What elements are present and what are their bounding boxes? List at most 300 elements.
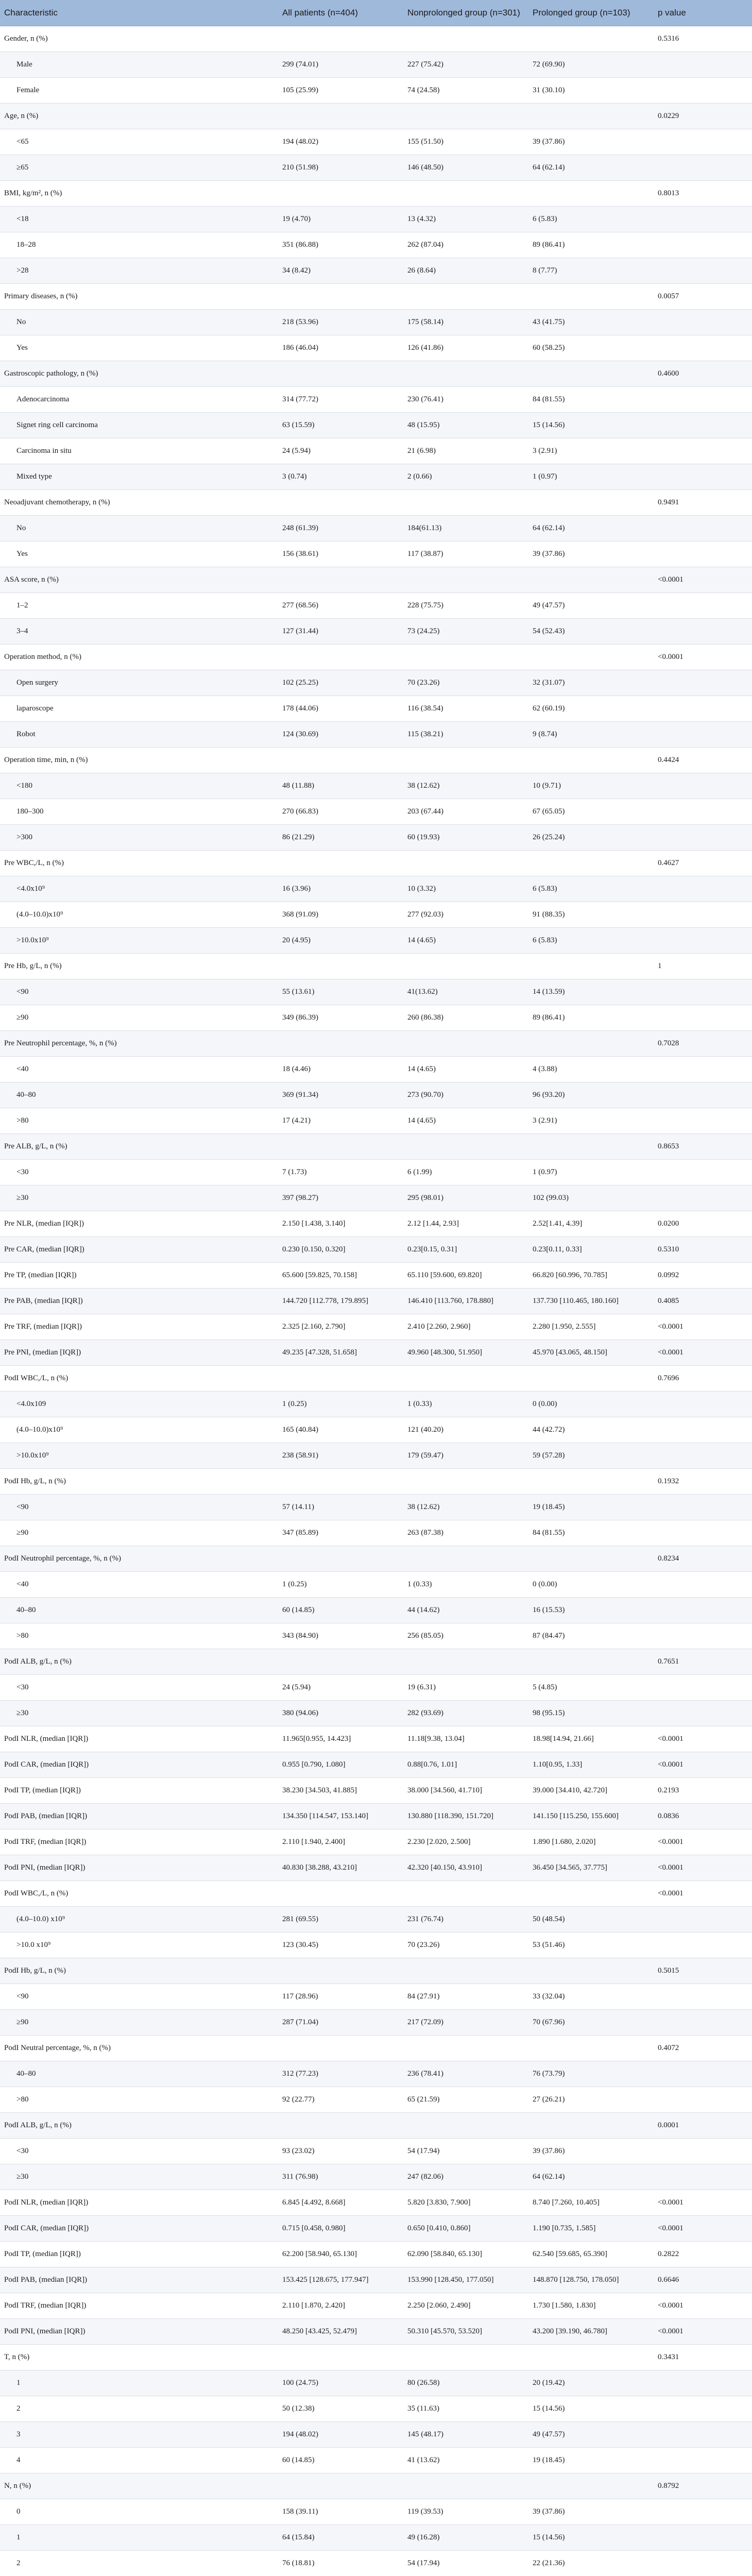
cell-characteristic: PodI PAB, (median [IQR]) [0,2267,278,2293]
cell-all-patients: 64 (15.84) [278,2525,403,2551]
cell-characteristic: PodI CAR, (median [IQR]) [0,2216,278,2242]
cell-prolonged: 60 (58.25) [528,335,654,361]
cell-prolonged: 53 (51.46) [528,1933,654,1958]
cell-nonprolonged: 263 (87.38) [403,1520,528,1546]
cell-prolonged [528,2345,654,2370]
cell-prolonged [528,1881,654,1907]
cell-prolonged: 39 (37.86) [528,2139,654,2164]
cell-prolonged: 0 (0.00) [528,1572,654,1598]
cell-prolonged: 19 (18.45) [528,1495,654,1520]
table-row [0,1726,752,1752]
cell-characteristic: ASA score, n (%) [0,567,278,593]
cell-nonprolonged: 230 (76.41) [403,387,528,413]
cell-all-patients [278,284,403,310]
cell-p-value [654,438,752,464]
table-row [0,104,752,129]
cell-prolonged: 49 (47.57) [528,2422,654,2448]
cell-all-patients: 311 (76.98) [278,2164,403,2190]
cell-prolonged: 4 (3.88) [528,1057,654,1082]
cell-p-value: 0.0836 [654,1804,752,1829]
cell-nonprolonged: 282 (93.69) [403,1701,528,1726]
cell-p-value [654,902,752,928]
cell-nonprolonged: 73 (24.25) [403,619,528,645]
cell-nonprolonged: 49.960 [48.300, 51.950] [403,1340,528,1366]
table-row [0,1598,752,1623]
cell-all-patients: 19 (4.70) [278,207,403,232]
cell-p-value [654,928,752,954]
cell-p-value: <0.0001 [654,2293,752,2319]
cell-p-value: 0.8792 [654,2473,752,2499]
table-row [0,2525,752,2551]
cell-all-patients [278,361,403,387]
cell-characteristic: <40 [0,1572,278,1598]
table-row [0,26,752,52]
cell-prolonged: 1 (0.97) [528,464,654,490]
cell-nonprolonged [403,284,528,310]
cell-nonprolonged: 35 (11.63) [403,2396,528,2422]
cell-all-patients: 153.425 [128.675, 177.947] [278,2267,403,2293]
cell-all-patients: 287 (71.04) [278,2010,403,2036]
cell-all-patients: 17 (4.21) [278,1108,403,1134]
cell-nonprolonged: 228 (75.75) [403,593,528,619]
cell-p-value [654,541,752,567]
table-row [0,799,752,825]
table-row [0,155,752,181]
cell-p-value: <0.0001 [654,1881,752,1907]
table-row [0,1469,752,1495]
cell-p-value [654,979,752,1005]
cell-nonprolonged: 146 (48.50) [403,155,528,181]
table-row [0,851,752,876]
cell-prolonged [528,26,654,52]
cell-nonprolonged: 2.12 [1.44, 2.93] [403,1211,528,1237]
cell-all-patients: 2.110 [1.870, 2.420] [278,2293,403,2319]
cell-all-patients: 238 (58.91) [278,1443,403,1469]
table-row [0,1958,752,1984]
cell-prolonged [528,2113,654,2139]
cell-nonprolonged: 145 (48.17) [403,2422,528,2448]
cell-prolonged: 102 (99.03) [528,1185,654,1211]
cell-prolonged [528,181,654,207]
table-row [0,2448,752,2473]
cell-nonprolonged: 6 (1.99) [403,1160,528,1185]
cell-all-patients [278,748,403,773]
cell-all-patients: 210 (51.98) [278,155,403,181]
cell-prolonged: 31 (30.10) [528,78,654,104]
cell-all-patients: 7 (1.73) [278,1160,403,1185]
table-row [0,129,752,155]
cell-characteristic: <30 [0,2139,278,2164]
table-row [0,567,752,593]
cell-p-value [654,78,752,104]
cell-p-value [654,2499,752,2525]
cell-p-value [654,2396,752,2422]
cell-characteristic: <4.0x109 [0,1392,278,1417]
cell-characteristic: 0 [0,2499,278,2525]
cell-p-value [654,696,752,722]
cell-characteristic: ≥30 [0,1701,278,1726]
cell-all-patients: 34 (8.42) [278,258,403,284]
table-row [0,1211,752,1237]
cell-characteristic: 3 [0,2422,278,2448]
table-row [0,619,752,645]
cell-nonprolonged: 247 (82.06) [403,2164,528,2190]
cell-characteristic: PodI PAB, (median [IQR]) [0,1804,278,1829]
cell-nonprolonged: 2 (0.66) [403,464,528,490]
cell-p-value [654,1520,752,1546]
cell-prolonged: 62 (60.19) [528,696,654,722]
cell-characteristic: PodI ALB, g/L, n (%) [0,2113,278,2139]
cell-nonprolonged: 0.23[0.15, 0.31] [403,1237,528,1263]
cell-characteristic: PodI TP, (median [IQR]) [0,1778,278,1804]
cell-prolonged: 84 (81.55) [528,387,654,413]
cell-all-patients [278,1366,403,1392]
cell-prolonged: 32 (31.07) [528,670,654,696]
cell-prolonged: 59 (57.28) [528,1443,654,1469]
cell-characteristic: 2 [0,2551,278,2576]
cell-prolonged: 15 (14.56) [528,2396,654,2422]
table-row [0,1443,752,1469]
cell-prolonged: 137.730 [110.465, 180.160] [528,1289,654,1314]
cell-nonprolonged: 70 (23.26) [403,670,528,696]
cell-prolonged: 6 (5.83) [528,928,654,954]
cell-nonprolonged: 44 (14.62) [403,1598,528,1623]
cell-nonprolonged: 2.250 [2.060, 2.490] [403,2293,528,2319]
cell-all-patients: 2.325 [2.160, 2.790] [278,1314,403,1340]
cell-characteristic: >80 [0,2087,278,2113]
cell-nonprolonged: 5.820 [3.830, 7.900] [403,2190,528,2216]
cell-all-patients: 102 (25.25) [278,670,403,696]
table-row [0,1855,752,1881]
cell-all-patients: 134.350 [114.547, 153.140] [278,1804,403,1829]
table-row [0,335,752,361]
cell-all-patients: 50 (12.38) [278,2396,403,2422]
cell-characteristic: Operation method, n (%) [0,645,278,670]
table-row [0,2190,752,2216]
cell-all-patients: 105 (25.99) [278,78,403,104]
cell-p-value [654,1185,752,1211]
cell-characteristic: Pre NLR, (median [IQR]) [0,1211,278,1237]
cell-nonprolonged: 153.990 [128.450, 177.050] [403,2267,528,2293]
table-row [0,78,752,104]
cell-nonprolonged: 14 (4.65) [403,928,528,954]
cell-characteristic: Pre TP, (median [IQR]) [0,1263,278,1289]
cell-prolonged: 39.000 [34.410, 42.720] [528,1778,654,1804]
table-row [0,696,752,722]
cell-p-value: 0.3431 [654,2345,752,2370]
cell-nonprolonged [403,1031,528,1057]
cell-nonprolonged: 74 (24.58) [403,78,528,104]
cell-p-value: <0.0001 [654,2319,752,2345]
cell-p-value: 0.0001 [654,2113,752,2139]
cell-p-value: <0.0001 [654,2216,752,2242]
cell-prolonged: 72 (69.90) [528,52,654,78]
cell-nonprolonged: 14 (4.65) [403,1108,528,1134]
cell-p-value: 0.4085 [654,1289,752,1314]
cell-p-value: 0.5316 [654,26,752,52]
cell-nonprolonged [403,104,528,129]
table-row [0,2422,752,2448]
cell-characteristic: (4.0–10.0)x10⁹ [0,1417,278,1443]
cell-all-patients: 368 (91.09) [278,902,403,928]
table-row [0,2345,752,2370]
header-prolonged: Prolonged group (n=103) [528,0,654,26]
cell-all-patients: 1 (0.25) [278,1392,403,1417]
cell-prolonged: 1.730 [1.580, 1.830] [528,2293,654,2319]
cell-prolonged: 5 (4.85) [528,1675,654,1701]
cell-prolonged: 3 (2.91) [528,438,654,464]
table-row [0,2113,752,2139]
cell-p-value: 0.7696 [654,1366,752,1392]
cell-nonprolonged [403,1546,528,1572]
cell-characteristic: T, n (%) [0,2345,278,2370]
cell-p-value: 0.1932 [654,1469,752,1495]
cell-characteristic: PodI Neutrophil percentage, %, n (%) [0,1546,278,1572]
cell-all-patients: 117 (28.96) [278,1984,403,2010]
cell-all-patients: 48.250 [43.425, 52.479] [278,2319,403,2345]
cell-nonprolonged: 21 (6.98) [403,438,528,464]
cell-all-patients: 380 (94.06) [278,1701,403,1726]
cell-prolonged: 2.52[1.41, 4.39] [528,1211,654,1237]
cell-prolonged: 39 (37.86) [528,129,654,155]
table-row [0,1314,752,1340]
cell-p-value [654,1108,752,1134]
cell-nonprolonged: 130.880 [118.390, 151.720] [403,1804,528,1829]
cell-all-patients: 144.720 [112.778, 179.895] [278,1289,403,1314]
table-row [0,1108,752,1134]
cell-p-value [654,2422,752,2448]
table-row [0,1907,752,1933]
cell-prolonged: 64 (62.14) [528,516,654,541]
cell-all-patients [278,2345,403,2370]
cell-p-value: 0.6646 [654,2267,752,2293]
cell-characteristic: PodI TP, (median [IQR]) [0,2242,278,2267]
header-p-value: p value [654,0,752,26]
cell-prolonged: 91 (88.35) [528,902,654,928]
table-row [0,413,752,438]
table-row [0,2473,752,2499]
cell-characteristic: 2 [0,2396,278,2422]
cell-nonprolonged: 41(13.62) [403,979,528,1005]
table-row [0,438,752,464]
cell-p-value [654,1984,752,2010]
cell-all-patients [278,2473,403,2499]
cell-all-patients: 93 (23.02) [278,2139,403,2164]
cell-all-patients: 60 (14.85) [278,2448,403,2473]
table-row [0,258,752,284]
cell-all-patients: 165 (40.84) [278,1417,403,1443]
cell-characteristic: >10.0x10⁹ [0,928,278,954]
cell-characteristic: Pre CAR, (median [IQR]) [0,1237,278,1263]
table-row [0,2139,752,2164]
cell-prolonged: 20 (19.42) [528,2370,654,2396]
table-row [0,2216,752,2242]
cell-nonprolonged: 2.410 [2.260, 2.960] [403,1314,528,1340]
cell-all-patients: 124 (30.69) [278,722,403,748]
table-row [0,1546,752,1572]
cell-characteristic: >80 [0,1108,278,1134]
cell-p-value [654,2010,752,2036]
cell-prolonged [528,954,654,979]
cell-p-value: 0.9491 [654,490,752,516]
cell-nonprolonged [403,1134,528,1160]
cell-all-patients: 2.110 [1.940, 2.400] [278,1829,403,1855]
cell-nonprolonged: 65 (21.59) [403,2087,528,2113]
cell-all-patients: 369 (91.34) [278,1082,403,1108]
cell-nonprolonged: 26 (8.64) [403,258,528,284]
cell-p-value: 0.8013 [654,181,752,207]
cell-p-value [654,773,752,799]
cell-nonprolonged: 50.310 [45.570, 53.520] [403,2319,528,2345]
cell-prolonged: 96 (93.20) [528,1082,654,1108]
table-row [0,2499,752,2525]
cell-nonprolonged: 262 (87.04) [403,232,528,258]
cell-prolonged: 0.23[0.11, 0.33] [528,1237,654,1263]
cell-characteristic: PodI Hb, g/L, n (%) [0,1958,278,1984]
table-row [0,1701,752,1726]
cell-all-patients: 86 (21.29) [278,825,403,851]
table-header-row [0,0,752,26]
cell-all-patients: 11.965[0.955, 14.423] [278,1726,403,1752]
cell-prolonged: 9 (8.74) [528,722,654,748]
cell-nonprolonged [403,2113,528,2139]
cell-prolonged: 141.150 [115.250, 155.600] [528,1804,654,1829]
cell-all-patients [278,1469,403,1495]
cell-prolonged: 22 (21.36) [528,2551,654,2576]
cell-nonprolonged: 273 (90.70) [403,1082,528,1108]
cell-all-patients [278,851,403,876]
cell-nonprolonged: 80 (26.58) [403,2370,528,2396]
cell-prolonged: 64 (62.14) [528,155,654,181]
cell-prolonged: 54 (52.43) [528,619,654,645]
cell-all-patients: 277 (68.56) [278,593,403,619]
cell-nonprolonged: 119 (39.53) [403,2499,528,2525]
cell-nonprolonged [403,645,528,670]
cell-characteristic: <40 [0,1057,278,1082]
cell-all-patients: 20 (4.95) [278,928,403,954]
cell-nonprolonged: 41 (13.62) [403,2448,528,2473]
cell-characteristic: ≥90 [0,1005,278,1031]
cell-prolonged: 39 (37.86) [528,2499,654,2525]
cell-prolonged [528,748,654,773]
header-all-patients: All patients (n=404) [278,0,403,26]
cell-characteristic: <30 [0,1160,278,1185]
cell-all-patients: 248 (61.39) [278,516,403,541]
cell-characteristic: <65 [0,129,278,155]
table-row [0,1752,752,1778]
cell-all-patients: 156 (38.61) [278,541,403,567]
cell-prolonged: 1.10[0.95, 1.33] [528,1752,654,1778]
cell-p-value [654,1082,752,1108]
table-row [0,876,752,902]
cell-characteristic: laparoscope [0,696,278,722]
table-row [0,1495,752,1520]
cell-nonprolonged: 38.000 [34.560, 41.710] [403,1778,528,1804]
cell-all-patients [278,1134,403,1160]
cell-all-patients: 314 (77.72) [278,387,403,413]
cell-p-value [654,876,752,902]
cell-all-patients: 349 (86.39) [278,1005,403,1031]
cell-nonprolonged [403,2473,528,2499]
cell-p-value [654,1675,752,1701]
cell-prolonged: 27 (26.21) [528,2087,654,2113]
cell-prolonged [528,284,654,310]
cell-nonprolonged: 126 (41.86) [403,335,528,361]
cell-p-value: <0.0001 [654,1726,752,1752]
cell-prolonged: 89 (86.41) [528,232,654,258]
cell-characteristic: Robot [0,722,278,748]
cell-all-patients: 194 (48.02) [278,2422,403,2448]
header-characteristic: Characteristic [0,0,278,26]
cell-prolonged: 87 (84.47) [528,1623,654,1649]
cell-prolonged: 76 (73.79) [528,2061,654,2087]
table-row [0,928,752,954]
cell-nonprolonged [403,361,528,387]
cell-all-patients: 100 (24.75) [278,2370,403,2396]
cell-prolonged: 6 (5.83) [528,876,654,902]
cell-all-patients: 57 (14.11) [278,1495,403,1520]
cell-characteristic: No [0,516,278,541]
cell-p-value [654,387,752,413]
cell-p-value: 0.8653 [654,1134,752,1160]
cell-characteristic: 40–80 [0,1082,278,1108]
cell-nonprolonged: 184(61.13) [403,516,528,541]
cell-characteristic: Pre Neutrophil percentage, %, n (%) [0,1031,278,1057]
cell-all-patients: 218 (53.96) [278,310,403,335]
table-row [0,1031,752,1057]
table-row [0,1392,752,1417]
cell-characteristic: BMI, kg/m², n (%) [0,181,278,207]
cell-p-value [654,1907,752,1933]
cell-all-patients: 24 (5.94) [278,1675,403,1701]
cell-nonprolonged: 236 (78.41) [403,2061,528,2087]
cell-nonprolonged: 65.110 [59.600, 69.820] [403,1263,528,1289]
cell-p-value [654,1392,752,1417]
cell-prolonged: 1 (0.97) [528,1160,654,1185]
cell-nonprolonged [403,490,528,516]
cell-prolonged: 49 (47.57) [528,593,654,619]
cell-prolonged: 19 (18.45) [528,2448,654,2473]
cell-nonprolonged: 115 (38.21) [403,722,528,748]
cell-p-value [654,2448,752,2473]
cell-all-patients: 18 (4.46) [278,1057,403,1082]
table-row [0,773,752,799]
cell-prolonged: 148.870 [128.750, 178.050] [528,2267,654,2293]
table-row [0,902,752,928]
cell-nonprolonged: 203 (67.44) [403,799,528,825]
cell-p-value [654,1417,752,1443]
cell-all-patients [278,1881,403,1907]
table-row [0,52,752,78]
cell-all-patients [278,954,403,979]
table-row [0,1134,752,1160]
cell-characteristic: ≥65 [0,155,278,181]
cell-prolonged: 36.450 [34.565, 37.775] [528,1855,654,1881]
cell-p-value: <0.0001 [654,645,752,670]
cell-characteristic: ≥30 [0,2164,278,2190]
cell-p-value [654,310,752,335]
table-row [0,645,752,670]
table-row [0,1057,752,1082]
cell-nonprolonged: 48 (15.95) [403,413,528,438]
cell-all-patients: 351 (86.88) [278,232,403,258]
cell-p-value [654,670,752,696]
cell-characteristic: PodI WBC,/L, n (%) [0,1881,278,1907]
cell-characteristic: Pre Hb, g/L, n (%) [0,954,278,979]
cell-all-patients [278,2113,403,2139]
table-row [0,2396,752,2422]
table-row [0,387,752,413]
